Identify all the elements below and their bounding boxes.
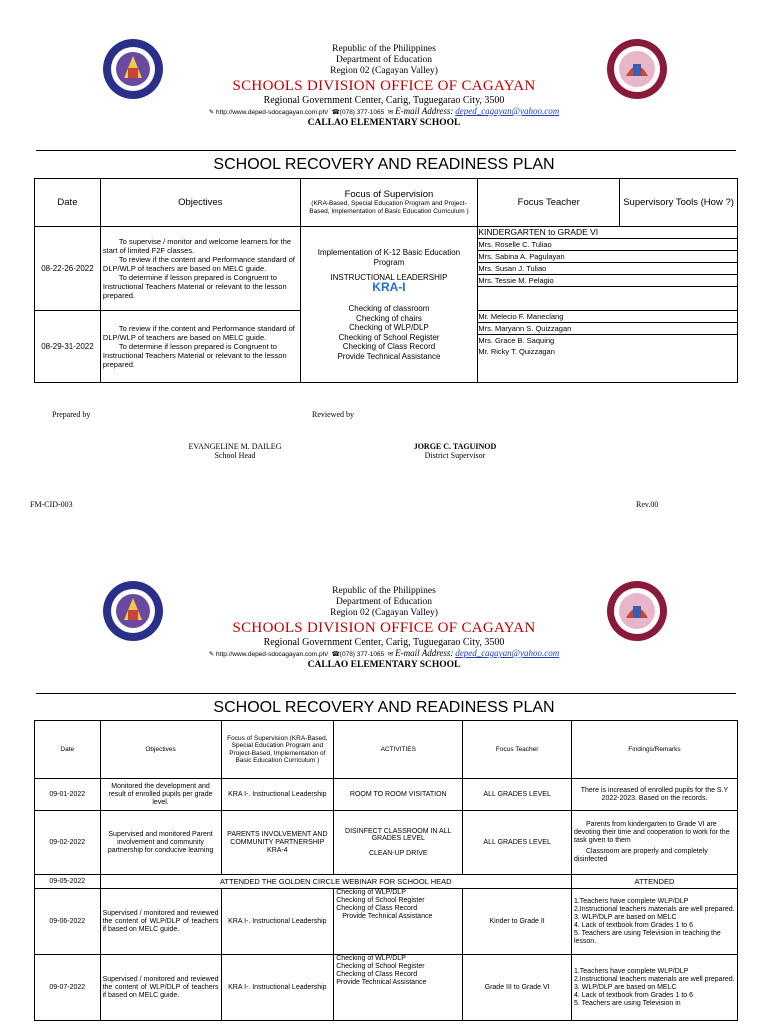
focus-check: Checking of Class Record — [342, 342, 436, 351]
table-row — [35, 955, 738, 1021]
row-date: 08-29-31-2022 — [35, 311, 101, 383]
table-row — [35, 875, 738, 889]
teacher-name: Mrs. Roselle C. Tuliao — [478, 239, 737, 251]
focus-cell — [300, 227, 478, 383]
prepared-title: School Head — [214, 451, 256, 460]
row-activities — [334, 955, 463, 1021]
reviewed-signatory — [380, 442, 530, 460]
page-2 — [0, 540, 768, 1024]
focus-subheading: (KRA-Based, Special Education Program and Project-Based, Implementation of Basic Education Curriculum ) — [309, 200, 469, 215]
teacher-name: Mr. Melecio F. Maneclang — [478, 311, 737, 323]
row-focus: KRA I-. Instructional Leadership — [221, 955, 334, 1021]
republic-line: Republic of the Philippines — [332, 586, 436, 596]
col-tools: Supervisory Tools (How ?) — [620, 179, 738, 227]
row-objectives: Monitored the development and result of enrolled pupils per grade level. — [100, 779, 221, 811]
activity-text: Provide Technical Assistance — [342, 913, 433, 920]
finding-text: Classroom are properly and completely disinfected — [573, 848, 708, 863]
office-name: SCHOOLS DIVISION OFFICE OF CAGAYAN — [232, 78, 536, 94]
revision-code: Rev.00 — [636, 500, 659, 509]
row-findings — [571, 955, 737, 1021]
row-teacher: Kinder to Grade II — [463, 889, 572, 955]
row-merged-activity: ATTENDED THE GOLDEN CIRCLE WEBINAR FOR SCHOOL HEAD — [100, 875, 571, 889]
objective-text: To determine if lesson prepared is Congruent to Instructional Teachers Material or relevant to the lesson prepared. — [102, 342, 287, 369]
row-teacher: ALL GRADES LEVEL — [463, 811, 572, 875]
web-icon: ✎ — [208, 651, 215, 658]
region-line: Region 02 (Cagayan Valley) — [330, 608, 438, 618]
finding-text: 5. Teachers are using Television in teaching the lesson. — [573, 929, 721, 945]
office-name: SCHOOLS DIVISION OFFICE OF CAGAYAN — [232, 620, 536, 636]
plan-table-1 — [34, 178, 738, 383]
finding-text: 3. WLP/DLP are based on MELC — [573, 983, 677, 991]
activity-text: Provide Technical Assistance — [336, 979, 427, 986]
focus-program: Implementation of K-12 Basic Education Program — [317, 248, 461, 267]
col-findings: Findings/Remarks — [571, 721, 737, 779]
teacher-name: Mrs. Tessie M. Pelagio — [478, 275, 737, 287]
prepared-name: EVANGELINE M. DAILEG — [188, 442, 282, 451]
row-objectives: Supervised and monitored Parent involvement and community partnership for conducive learning — [100, 811, 221, 875]
col-teacher: Focus Teacher — [463, 721, 572, 779]
focus-check: Provide Technical Assistance — [337, 351, 441, 361]
web-icon: ✎ — [208, 109, 215, 116]
row-date: 09-02-2022 — [35, 811, 101, 875]
finding-text: Parents from kindergarten to Grade VI are devoting their time and cooperation to work for the task given to them — [573, 821, 730, 844]
table-row — [35, 227, 738, 311]
col-objectives: Objectives — [100, 721, 221, 779]
phone-text: (078) 377-1065 — [339, 651, 385, 658]
row-date: 08-22-26-2022 — [35, 227, 101, 311]
activity-text: Checking of School Register — [336, 897, 425, 904]
teacher-name: Mrs. Grace B. Saquing — [478, 336, 555, 345]
row-date: 09-05-2022 — [35, 875, 101, 889]
department-line: Department of Education — [335, 597, 433, 607]
email-link[interactable]: deped_cagayan@yahoo.com — [455, 648, 560, 658]
row-teacher: Grade III to Grade VI — [463, 955, 572, 1021]
finding-text: 5. Teachers are using Television in — [573, 999, 681, 1007]
row-objectives — [100, 227, 300, 311]
republic-line: Republic of the Philippines — [332, 44, 436, 54]
email-link[interactable]: deped_cagayan@yahoo.com — [455, 106, 560, 116]
school-name: CALLAO ELEMENTARY SCHOOL — [307, 118, 461, 128]
row-objectives: Supervised / monitored and reviewed the content of WLP/DLP of teachers if based on MELC guide. — [100, 889, 221, 955]
row-date: 09-07-2022 — [35, 955, 101, 1021]
row-findings — [571, 811, 737, 875]
focus-check: Checking of classroom — [348, 304, 430, 313]
teacher-cell — [478, 227, 738, 311]
row-focus: KRA I-. Instructional Leadership — [221, 889, 334, 955]
activity-text: Checking of WLP/DLP — [336, 955, 406, 962]
page-title: SCHOOL RECOVERY AND READINESS PLAN — [213, 156, 555, 173]
col-teacher: Focus Teacher — [478, 179, 620, 227]
col-focus — [300, 179, 478, 227]
prepared-signatory — [160, 442, 310, 460]
activity-text: Checking of WLP/DLP — [336, 889, 406, 896]
page-title: SCHOOL RECOVERY AND READINESS PLAN — [213, 699, 555, 716]
mail-icon: ✉ — [387, 651, 394, 658]
reviewed-title: District Supervisor — [424, 451, 486, 460]
reviewed-name: JORGE C. TAGUINOD — [413, 442, 497, 451]
finding-text: 1.Teachers have complete WLP/DLP — [573, 897, 689, 905]
focus-leadership: INSTRUCTIONAL LEADERSHIP — [330, 273, 448, 282]
phone-icon: ☎ — [331, 109, 340, 116]
school-name: CALLAO ELEMENTARY SCHOOL — [307, 660, 461, 670]
col-objectives: Objectives — [100, 179, 300, 227]
objective-text: To determine if lesson prepared is Congruent to Instructional Teachers Material or relevant to the lesson prepared. — [102, 273, 287, 300]
office-address: Regional Government Center, Carig, Tuguegarao City, 3500 — [263, 95, 505, 106]
row-findings: ATTENDED — [571, 875, 737, 889]
col-date: Date — [35, 179, 101, 227]
table-row — [35, 779, 738, 811]
row-focus: KRA I-. Instructional Leadership — [221, 779, 334, 811]
row-objectives: Supervised / monitored and reviewed the content of WLP/DLP of teachers if based on MELC guide. — [100, 955, 221, 1021]
row-activities — [334, 889, 463, 955]
row-objectives — [100, 311, 300, 383]
phone-text: (078) 377-1065 — [339, 109, 385, 116]
department-line: Department of Education — [335, 55, 433, 65]
finding-text: 4. Lack of textbook from Grades 1 to 6 — [573, 991, 694, 999]
teacher-name: Mrs. Sabina A. Pagulayan — [478, 251, 737, 263]
finding-text: 4. Lack of textbook from Grades 1 to 6 — [573, 921, 694, 929]
focus-check: Checking of chairs — [356, 313, 422, 323]
header-divider — [36, 150, 736, 151]
contact-line — [0, 649, 768, 659]
finding-text: 3. WLP/DLP are based on MELC — [573, 913, 677, 921]
header-divider — [36, 693, 736, 694]
teacher-cell — [478, 311, 738, 383]
col-activities: ACTIVITIES — [334, 721, 463, 779]
objective-text: To review if the content and Performance standard of DLP/WLP of teachers are based on MELC guide. — [102, 324, 295, 342]
activity-text: Checking of School Register — [336, 963, 425, 970]
plan-table-2 — [34, 720, 738, 1021]
activity-text: CLEAN-UP DRIVE — [368, 850, 428, 857]
phone-icon: ☎ — [331, 651, 340, 658]
reviewed-label: Reviewed by — [312, 410, 354, 419]
row-teacher: ALL GRADES LEVEL — [463, 779, 572, 811]
teacher-name: KINDERGARTEN to GRADE VI — [478, 227, 737, 239]
teacher-name: Mrs. Maryann S. Quizzagan — [478, 323, 737, 335]
activity-text: Checking of Class Record — [336, 905, 418, 912]
office-address: Regional Government Center, Carig, Tuguegarao City, 3500 — [263, 637, 505, 648]
teacher-name: Mr. Ricky T. Quizzagan — [478, 347, 555, 356]
col-focus: Focus of Supervision (KRA-Based, Special Education Program and Project-Based, Implementation of Basic Education Curriculum ) — [221, 721, 334, 779]
col-date: Date — [35, 721, 101, 779]
row-date: 09-06-2022 — [35, 889, 101, 955]
table-row — [35, 889, 738, 955]
table-row — [35, 811, 738, 875]
objective-text: To supervise / monitor and welcome learners for the start of limited F2F classes. — [102, 237, 292, 255]
form-code: FM-CID-003 — [30, 500, 73, 509]
row-findings: There is increased of enrolled pupils for the S.Y 2022-2023. Based on the records. — [571, 779, 737, 811]
teacher-name: Mrs. Susan J. Tuliao — [478, 263, 737, 275]
focus-check: Checking of School Register — [338, 332, 440, 342]
email-label: E-mail Address: — [395, 648, 454, 658]
finding-text: 2.Instructional teachers materials are well prepared. — [573, 975, 735, 983]
focus-heading: Focus of Supervision — [344, 189, 434, 200]
contact-line — [0, 107, 768, 117]
prepared-label: Prepared by — [52, 410, 91, 419]
objective-text: To review if the content and Performance standard of DLP/WLP of teachers are based on MELC guide. — [102, 255, 295, 273]
finding-text: 2.Instructional teachers materials are well prepared. — [573, 905, 735, 913]
website-text: http://www.deped-sdocagayan.com.ph/ — [216, 109, 329, 116]
region-line: Region 02 (Cagayan Valley) — [330, 66, 438, 76]
letterhead — [0, 44, 768, 129]
row-activities — [334, 811, 463, 875]
activity-text: Checking of Class Record — [336, 971, 418, 978]
email-label: E-mail Address: — [395, 106, 454, 116]
letterhead — [0, 586, 768, 671]
focus-check: Checking of WLP/DLP — [349, 323, 429, 332]
focus-kra: KRA-I — [372, 279, 406, 294]
activity-text: DISINFECT CLASSROOM IN ALL GRADES LEVEL — [345, 828, 452, 842]
mail-icon: ✉ — [387, 109, 394, 116]
website-text: http://www.deped-sdocagayan.com.ph/ — [216, 651, 329, 658]
row-date: 09-01-2022 — [35, 779, 101, 811]
row-focus: PARENTS INVOLVEMENT AND COMMUNITY PARTNERSHIP KRA-4 — [221, 811, 334, 875]
row-findings — [571, 889, 737, 955]
row-activities: ROOM TO ROOM VISITATION — [334, 779, 463, 811]
finding-text: 1.Teachers have complete WLP/DLP — [573, 967, 689, 975]
